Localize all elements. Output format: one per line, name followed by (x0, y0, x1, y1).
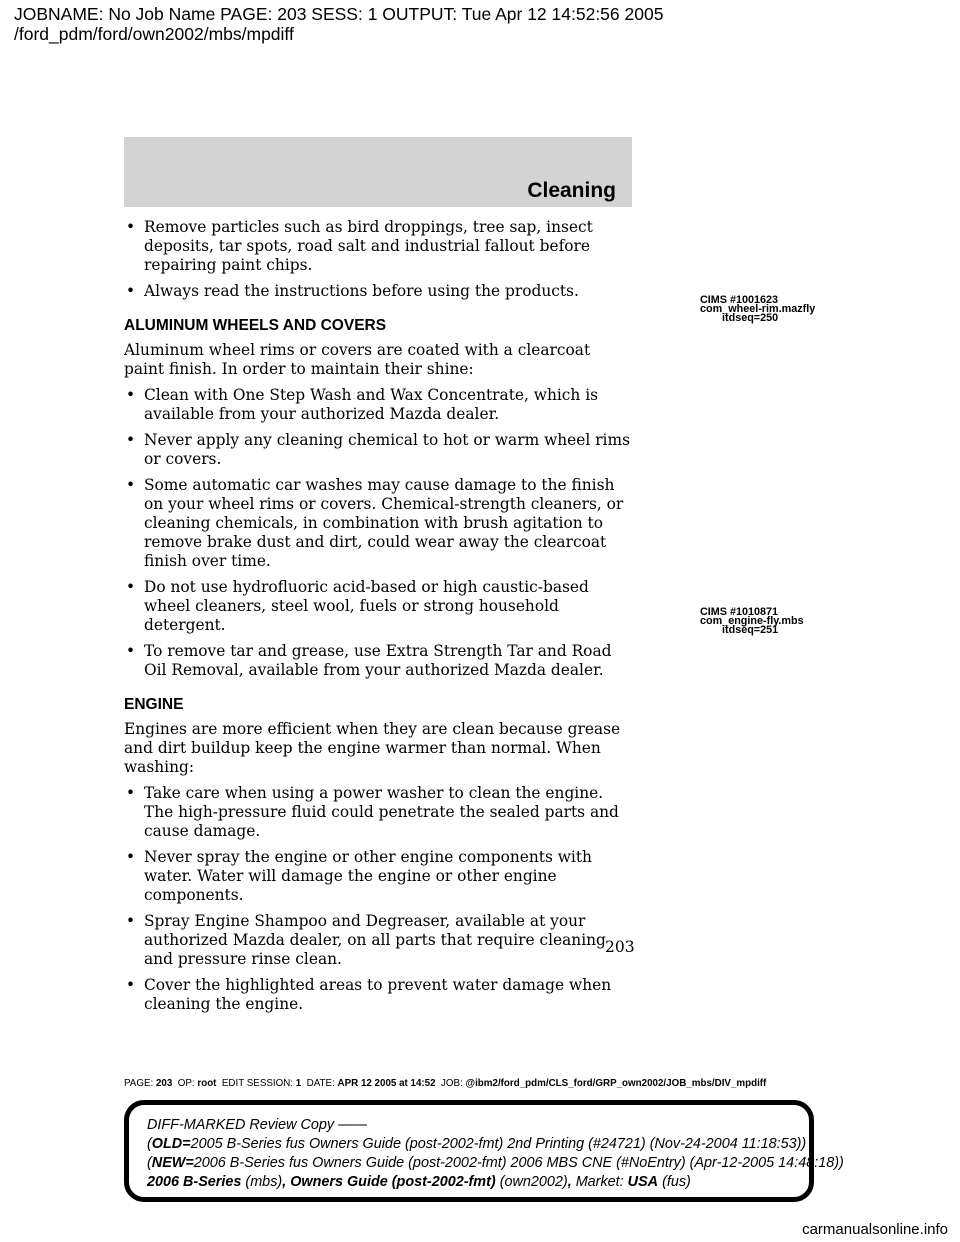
bullet-icon: • (126, 642, 136, 660)
section-heading: ENGINE (124, 696, 184, 713)
section-intro: Engines are more efficient when they are clean because grease and dirt buildup keep the engine warmer than normal. When washing: (124, 720, 621, 776)
diff-series-line: 2006 B-Series (mbs), Owners Guide (post-2002-fmt) (own2002), Market: USA (fus) (147, 1174, 691, 1190)
cims-tag-wheels (700, 296, 815, 323)
list-item: • Never apply any cleaning chemical to hot or warm wheel rims or covers. (126, 431, 630, 468)
list-item: • Take care when using a power washer to clean the engine. The high-pressure fluid could penetrate the sealed parts and cause damage. (126, 784, 619, 840)
section-banner (124, 137, 632, 207)
footer-info: PAGE: 203 OP: root EDIT SESSION: 1 DATE: APR 12 2005 at 14:52 JOB: @ibm2/ford_pdm/CLS_ford/GRP_own2002/JOB_mbs/DIV_mpdiff (124, 1078, 767, 1089)
main-content (124, 218, 634, 1021)
list-item: • Never spray the engine or other engine components with water. Water will damage the engine or other engine components. (126, 848, 592, 904)
cims-com: com_wheel-rim.mazfly (700, 303, 816, 315)
job-header-line1: JOBNAME: No Job Name PAGE: 203 SESS: 1 OUTPUT: Tue Apr 12 14:52:56 2005 (14, 4, 664, 24)
diff-old-line: (OLD=2005 B-Series fus Owners Guide (post-2002-fmt) 2nd Printing (#24721) (Nov-24-2004 11:18:53)) (147, 1136, 807, 1152)
cims-id: CIMS #1001623 (700, 294, 779, 306)
section-heading: ALUMINUM WHEELS AND COVERS (124, 317, 387, 334)
bullet-icon: • (126, 431, 136, 449)
page-title: Cleaning (527, 179, 616, 202)
list-item: • Remove particles such as bird droppings, tree sap, insect deposits, tar spots, road salt and industrial fallout before repairing paint chips. (126, 218, 593, 274)
diff-title: DIFF-MARKED Review Copy —— (147, 1117, 367, 1133)
list-item: • To remove tar and grease, use Extra Strength Tar and Road Oil Removal, available from your authorized Mazda dealer. (126, 642, 612, 679)
bullet-icon: • (126, 912, 136, 930)
list-item: • Some automatic car washes may cause damage to the finish on your wheel rims or covers. Chemical-strength cleaners, or cleaning chemicals, in combination with brush agitation to remove brake dust and dirt, could wear away the clearcoat finish over time. (126, 476, 624, 570)
list-item: • Cover the highlighted areas to prevent water damage when cleaning the engine. (126, 976, 612, 1013)
cims-tag-engine (700, 608, 804, 635)
list-item: • Clean with One Step Wash and Wax Concentrate, which is available from your authorized Mazda dealer. (126, 386, 599, 423)
cims-id: CIMS #1010871 (700, 606, 779, 618)
list-item: • Always read the instructions before using the products. (126, 282, 579, 300)
cims-seq: itdseq=250 (722, 312, 779, 324)
bullet-icon: • (126, 476, 136, 494)
bullet-icon: • (126, 578, 136, 596)
bullet-icon: • (126, 218, 136, 236)
list-item: • Do not use hydrofluoric acid-based or high caustic-based wheel cleaners, steel wool, fuels or strong household detergent. (126, 578, 589, 634)
bullet-icon: • (126, 848, 136, 866)
diff-new-line: (NEW=2006 B-Series fus Owners Guide (post-2002-fmt) 2006 MBS CNE (#NoEntry) (Apr-12-2005 14:48:18)) (147, 1155, 844, 1171)
bullet-icon: • (126, 282, 136, 300)
bullet-icon: • (126, 976, 136, 994)
diff-review-box (124, 1100, 844, 1202)
bullet-icon: • (126, 784, 136, 802)
cims-seq: itdseq=251 (722, 624, 779, 636)
section-intro: Aluminum wheel rims or covers are coated with a clearcoat paint finish. In order to maintain their shine: (124, 341, 591, 378)
bullet-icon: • (126, 386, 136, 404)
job-header (14, 4, 663, 44)
watermark: carmanualsonline.info (802, 1221, 948, 1238)
cims-com: com_engine-fly.mbs (700, 615, 804, 627)
job-header-line2: /ford_pdm/ford/own2002/mbs/mpdiff (14, 24, 294, 44)
list-item: • Spray Engine Shampoo and Degreaser, available at your authorized Mazda dealer, on all parts that require cleaning and pressure rinse clean. (126, 912, 606, 968)
page-number: 203 (605, 938, 635, 956)
